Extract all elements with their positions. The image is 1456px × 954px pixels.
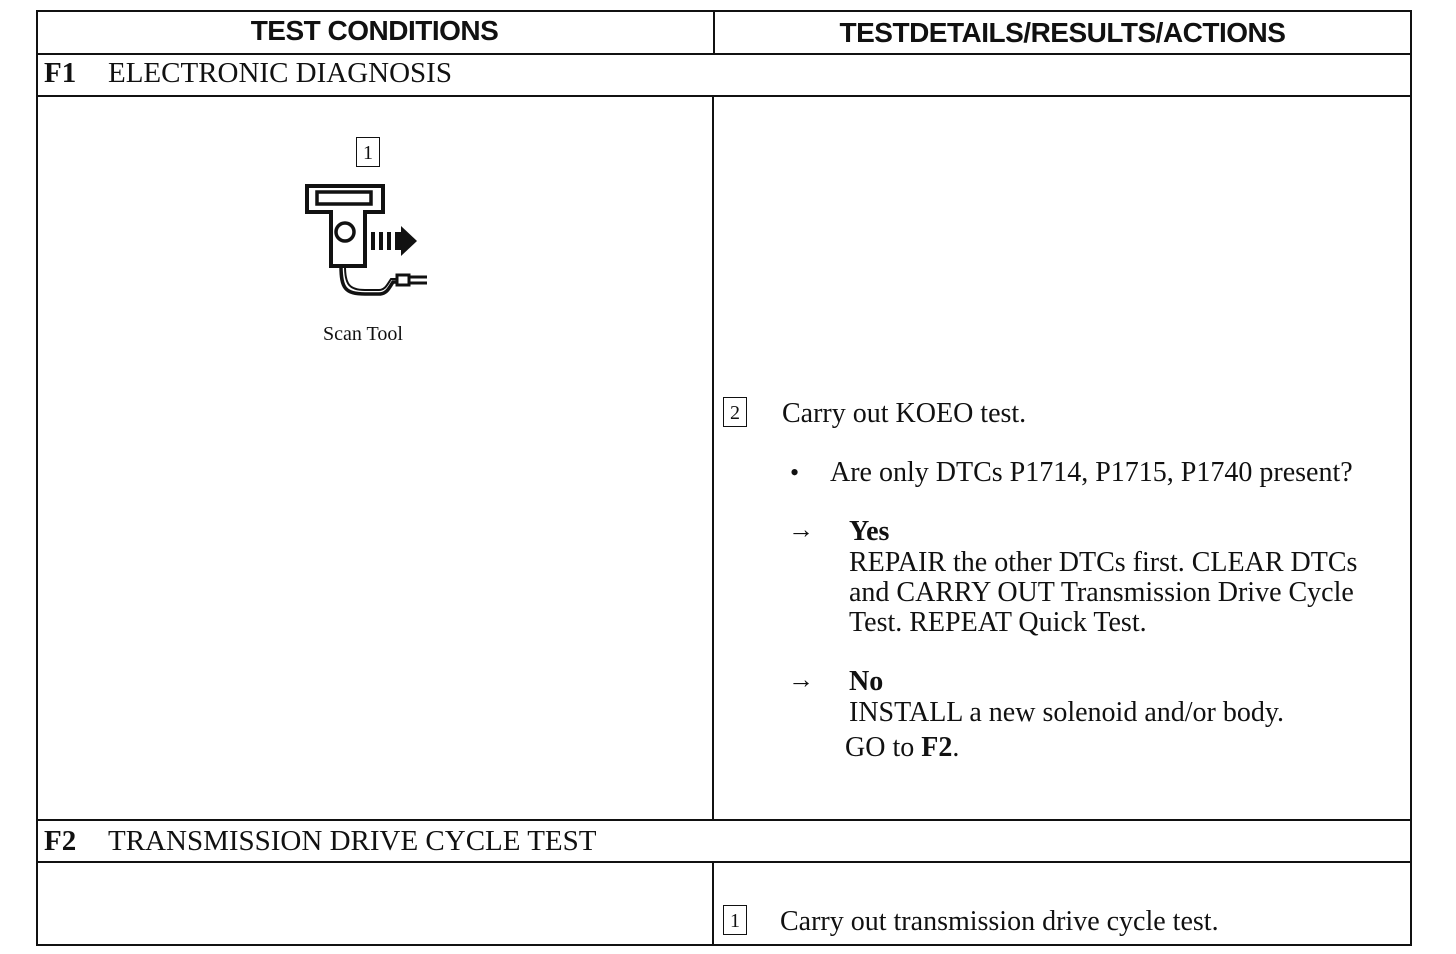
table-top-border (36, 10, 1412, 12)
header-test-conditions: TEST CONDITIONS (250, 15, 499, 46)
step-number-box: 1 (723, 905, 747, 935)
section-title: ELECTRONIC DIAGNOSIS (108, 57, 452, 89)
f2-top-divider (36, 819, 1412, 821)
f1-column-divider (712, 95, 714, 820)
no-action-line: INSTALL a new solenoid and/or body. (849, 697, 1285, 728)
table-bottom-border (36, 944, 1412, 946)
goto-suffix: . (952, 732, 960, 763)
bullet-icon: • (790, 458, 800, 487)
goto-target-link[interactable]: F2 (921, 732, 953, 763)
scan-tool-icon (301, 182, 441, 307)
f2-title-divider (36, 861, 1412, 863)
goto-prefix: GO to (845, 732, 922, 763)
arrow-right-icon: → (788, 515, 814, 544)
section-f1-title (44, 57, 452, 90)
f2-column-divider (712, 861, 714, 945)
step-number-box: 1 (356, 137, 380, 167)
table-right-border (1410, 10, 1412, 946)
yes-action-line: and CARRY OUT Transmission Drive Cycle (849, 577, 1354, 608)
section-f2-title (44, 825, 596, 858)
section-title: TRANSMISSION DRIVE CYCLE TEST (108, 825, 597, 857)
section-id: F1 (44, 57, 77, 89)
test-question: Are only DTCs P1714, P1715, P1740 present? (830, 457, 1353, 488)
section-id: F2 (44, 825, 77, 857)
scan-tool-caption: Scan Tool (323, 323, 403, 345)
arrow-right-icon: → (788, 665, 814, 694)
f1-title-divider (36, 95, 1412, 97)
yes-action-line: REPAIR the other DTCs first. CLEAR DTCs (849, 547, 1358, 578)
no-label: No (849, 666, 884, 697)
step-instruction: Carry out KOEO test. (782, 398, 1027, 429)
step-instruction: Carry out transmission drive cycle test. (780, 906, 1219, 937)
table-left-border (36, 10, 38, 946)
header-test-details: TESTDETAILS/RESULTS/ACTIONS (839, 17, 1286, 48)
step-number-box: 2 (723, 397, 747, 427)
yes-action-line: Test. REPEAT Quick Test. (849, 607, 1147, 638)
diagnostic-table (36, 10, 1412, 946)
goto-instruction (845, 733, 959, 763)
yes-label: Yes (849, 516, 890, 547)
header-divider (36, 53, 1412, 55)
